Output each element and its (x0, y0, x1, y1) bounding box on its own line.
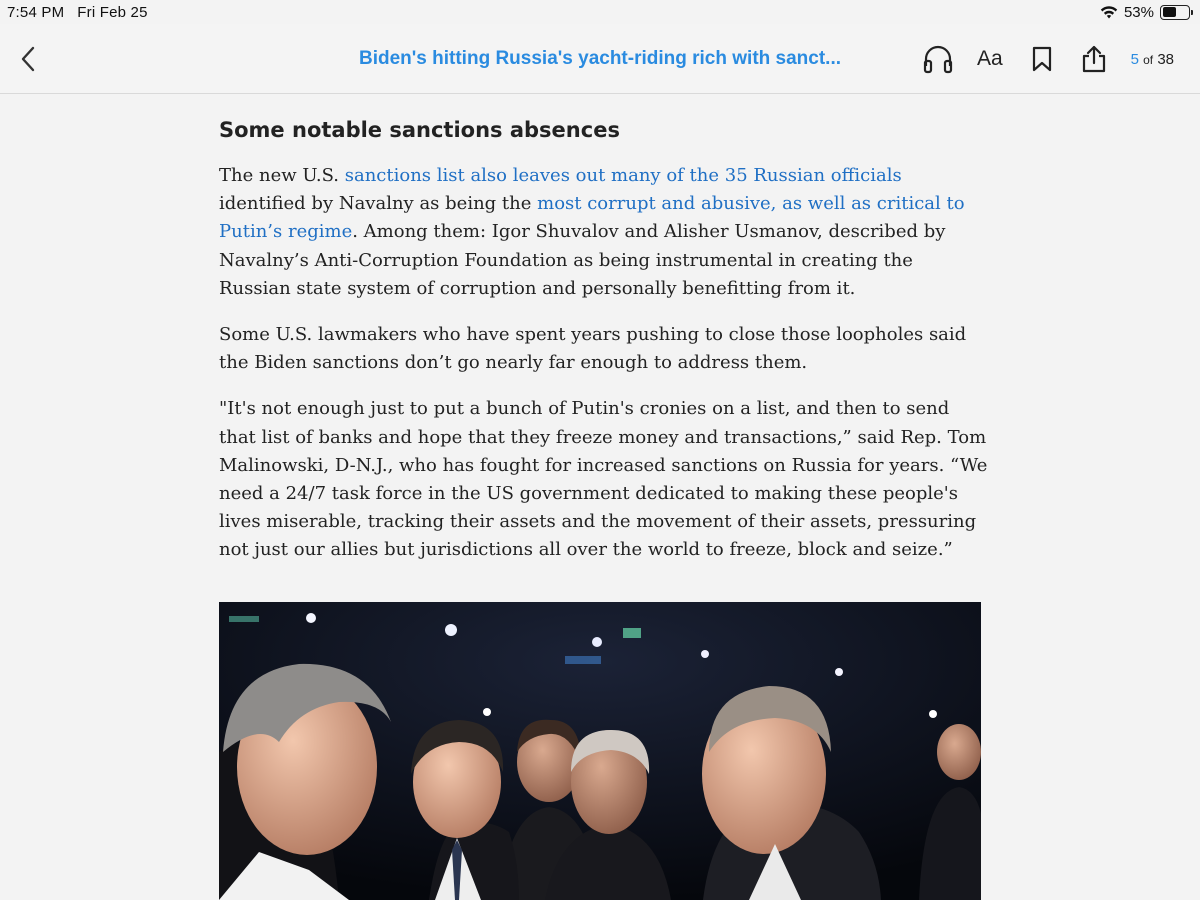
bookmark-button[interactable] (1031, 44, 1053, 74)
status-time: 7:54 PM (7, 3, 65, 21)
status-bar (0, 0, 1200, 24)
most-corrupt-link[interactable]: most corrupt and abusive, as well as critical to Putin’s regime (219, 193, 965, 243)
paragraph-2: Some U.S. lawmakers who have spent years pushing to close those loopholes said the Biden sanctions don’t go nearly far enough to address them. (219, 324, 967, 374)
article-body (219, 118, 989, 583)
chevron-left-icon[interactable] (16, 44, 42, 74)
bookmark-icon (1031, 46, 1053, 72)
paragraph-1-text-a: The new U.S. (219, 165, 345, 186)
page-counter (1131, 51, 1174, 68)
status-left (7, 4, 148, 21)
section-heading: Some notable sanctions absences (219, 118, 620, 142)
article-title[interactable]: Biden's hitting Russia's yacht-riding rich with sanct... (359, 48, 841, 69)
sanctions-list-link[interactable]: sanctions list also leaves out many of the 35 Russian officials (344, 165, 902, 186)
paragraph-1-text-b: identified by Navalny as being the (219, 193, 538, 215)
photo-illustration (219, 602, 981, 900)
paragraph-1 (219, 162, 989, 303)
page-total: 38 (1157, 51, 1174, 68)
listen-button[interactable] (922, 44, 954, 74)
battery-level (1163, 7, 1176, 17)
page-current: 5 (1130, 51, 1139, 68)
battery-icon (1160, 5, 1190, 20)
share-icon (1081, 45, 1107, 73)
wifi-icon (1100, 5, 1118, 19)
article-photo[interactable] (219, 602, 981, 900)
font-settings-button[interactable]: Aa (977, 47, 1003, 70)
share-button[interactable] (1081, 44, 1107, 74)
status-right (1100, 4, 1190, 21)
headphones-icon (922, 44, 954, 74)
paragraph-1-text-c: . Among them: Igor Shuvalov and Alisher Usmanov, described by Navalny’s Anti-Corruption Foundation as being instrumental in creating the Russian state system of corruption and personally benefitting from it. (219, 221, 946, 299)
paragraph-3: "It's not enough just to put a bunch of Putin's cronies on a list, and then to send that list of banks and hope that they freeze money and transactions,” said Rep. Tom Malinowski, D-N.J., who has fought for increased sanctions on Russia for years. “We need a 24/7 task force in the US government dedicated to making these people's lives miserable, tracking their assets and the movement of their assets, pressuring not just our allies but jurisdictions all over the world to freeze, block and seize.” (219, 398, 988, 561)
page-of-label: of (1143, 53, 1154, 67)
status-date: Fri Feb 25 (77, 3, 148, 21)
battery-percent: 53% (1123, 3, 1154, 21)
reader-toolbar (0, 24, 1200, 94)
